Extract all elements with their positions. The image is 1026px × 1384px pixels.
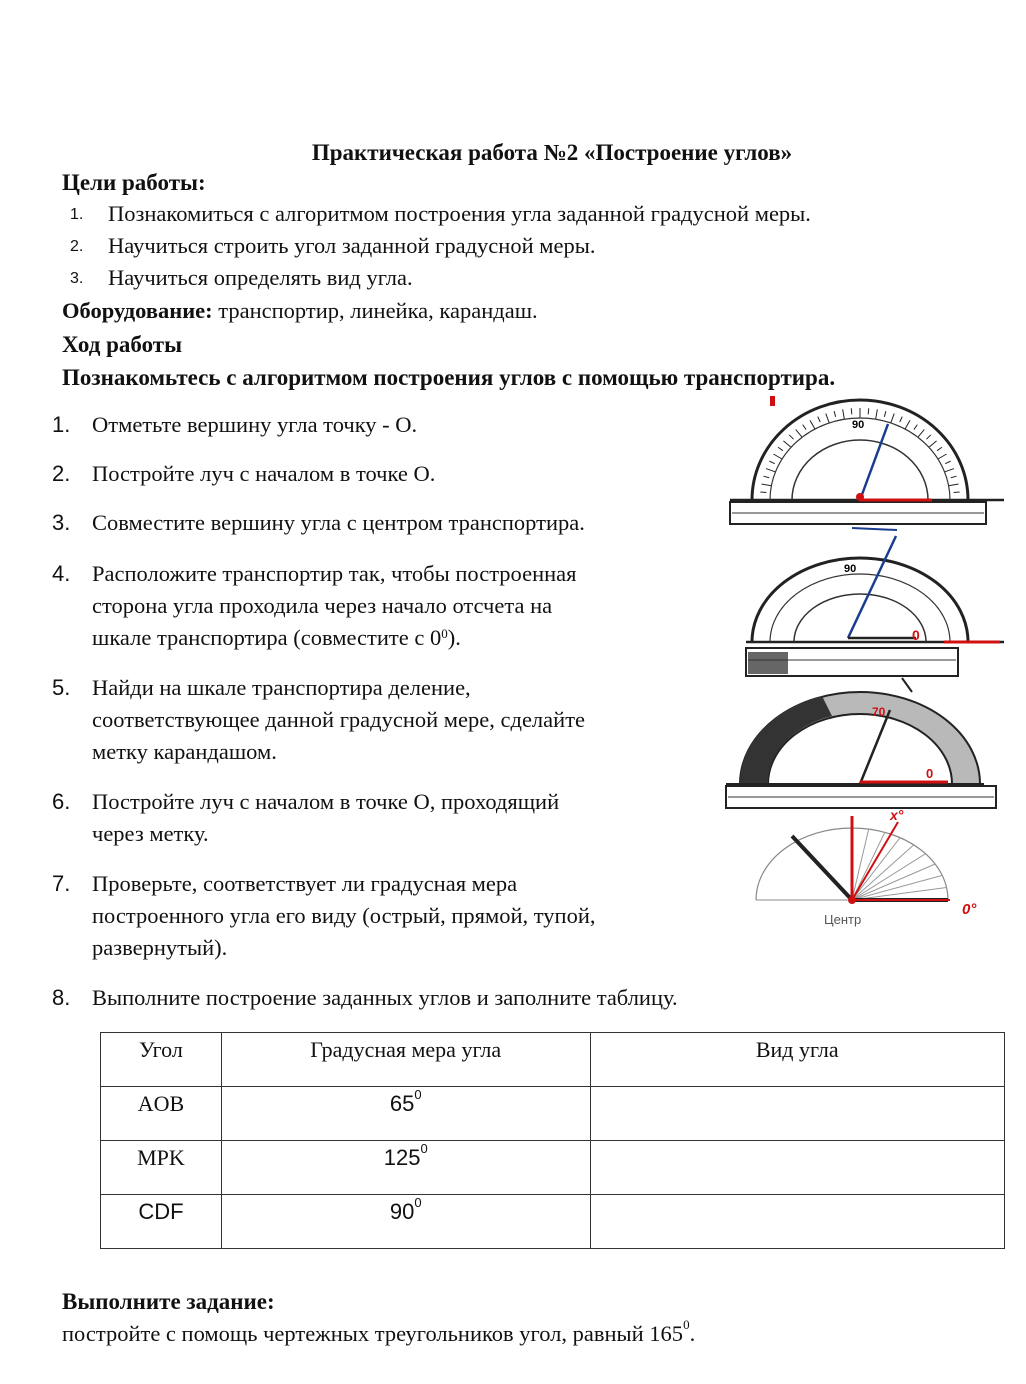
protractor-figure-3 [726, 678, 996, 808]
scale-tick [843, 409, 845, 419]
center-label: Центр [824, 912, 862, 927]
angle-label: x° [890, 807, 904, 823]
scale-tick [900, 417, 903, 422]
zero-mark: 0 [926, 766, 934, 781]
goal-number: 2. [70, 238, 84, 255]
scale-tick [778, 447, 783, 450]
protractor-figure-4 [756, 807, 977, 927]
step-line: Постройте луч с началом в точке О, проходящий [92, 789, 560, 814]
scale-tick [762, 484, 772, 486]
scale-tick [938, 454, 947, 459]
step-text [92, 868, 596, 964]
step-line: развернутый). [92, 935, 228, 960]
scale-tick [891, 414, 894, 423]
scale-label: 90 [844, 563, 857, 575]
table-header-row [101, 1033, 1005, 1087]
scale-tick [949, 484, 959, 486]
table-row [101, 1195, 1005, 1249]
step-number: 1. [52, 412, 71, 437]
task-heading: Выполните задание: [62, 1289, 275, 1314]
step-number: 7. [52, 871, 71, 896]
step-number: 2. [52, 461, 71, 486]
ray [792, 836, 852, 900]
step-number: 6. [52, 789, 71, 814]
ray [860, 710, 890, 784]
scale-tick [851, 408, 852, 414]
task-text: постройте с помощь чертежных треугольников угол, равный $165^0$. [62, 1317, 696, 1346]
scale-label: 70 [872, 705, 886, 719]
goal-item: Научиться определять вид угла. [108, 265, 413, 290]
goals-heading: Цели работы: [62, 170, 206, 195]
step-line: через метку. [92, 821, 209, 846]
step-line: построенного угла его виду (острый, прямой, тупой, [92, 903, 596, 928]
page-title: Практическая работа №2 «Построение углов» [311, 140, 793, 165]
angle-measure: $65^0$ [221, 1087, 590, 1141]
scale-tick [929, 441, 937, 447]
scale-tick [937, 447, 942, 450]
angle-type-cell[interactable] [590, 1141, 1005, 1195]
algorithm-heading: Познакомьтесь с алгоритмом построения углов с помощью транспортира. [62, 365, 836, 390]
goal-item: Познакомиться с алгоритмом построения угла заданной градусной меры. [108, 201, 811, 226]
scale-tick [905, 420, 910, 429]
step-line: Проверьте, соответствует ли градусная мера [92, 871, 518, 896]
vertex-point [856, 493, 864, 501]
scale-tick [826, 414, 829, 423]
equipment-text: транспортир, линейка, карандаш. [212, 298, 538, 323]
scale-tick [760, 492, 766, 493]
step-text: Постройте луч с началом в точке О. [92, 461, 436, 486]
scale-tick [834, 411, 836, 417]
scale-tick [918, 430, 924, 438]
ray [852, 822, 898, 900]
procedure-heading: Ход работы [62, 332, 183, 357]
table-header: Угол [101, 1033, 222, 1087]
angle-measure: $90^0$ [221, 1195, 590, 1249]
angle-type-cell[interactable] [590, 1195, 1005, 1249]
scale-tick [954, 492, 960, 493]
table-header: Градусная мера угла [221, 1033, 590, 1087]
vertex-point [848, 896, 856, 904]
vertex-marker [770, 396, 775, 406]
scale-label: 90 [852, 419, 865, 431]
scale-tick [818, 417, 821, 422]
step-number: 3. [52, 510, 71, 535]
angles-table [100, 1032, 1005, 1249]
scale-tick [803, 425, 806, 430]
angle-type-cell[interactable] [590, 1087, 1005, 1141]
protractor-figure-2 [746, 528, 1004, 676]
equipment-line [62, 298, 538, 324]
goal-item: Научиться строить угол заданной градусной меры. [108, 233, 596, 258]
step-text: Выполните построение заданных углов и заполните таблицу. [92, 985, 678, 1010]
step-number: 8. [52, 985, 71, 1010]
step-text: Отметьте вершину угла точку ‐ О. [92, 412, 418, 437]
scale-tick [773, 454, 782, 459]
scale-tick [810, 420, 815, 429]
table-row [101, 1087, 1005, 1141]
scale-tick [914, 425, 917, 430]
scale-tick [926, 435, 930, 439]
zero-label: 0° [962, 901, 977, 918]
step-number: 5. [52, 675, 71, 700]
scale-tick [945, 469, 954, 472]
scale-tick [945, 461, 950, 464]
scale-tick [951, 476, 957, 478]
scale-tick [783, 441, 791, 447]
angle-name: AOB [101, 1087, 222, 1141]
protractor-figures [712, 396, 1012, 936]
ray [860, 424, 888, 500]
step-line: Найди на шкале транспортира деление, [92, 675, 471, 700]
scale-tick [763, 476, 769, 478]
scale-tick [789, 435, 793, 439]
step-text [92, 786, 559, 850]
step-line: метку карандашом. [92, 739, 277, 764]
step-number: 4. [52, 561, 71, 586]
scale-tick [766, 469, 775, 472]
zero-mark: 0 [912, 627, 920, 643]
step-text [92, 558, 577, 654]
scale-tick [868, 408, 869, 414]
step-line: соответствующее данной градусной мере, сделайте [92, 707, 586, 732]
scale-tick [884, 411, 886, 417]
scale-tick [796, 430, 802, 438]
step-line: шкале транспортира (совместите с $0^0$). [92, 625, 461, 650]
goal-number: 3. [70, 270, 84, 287]
step-line: Расположите транспортир так, чтобы построенная [92, 561, 577, 586]
angle-name: MPK [101, 1141, 222, 1195]
step-text: Совместите вершину угла с центром транспортира. [92, 510, 585, 535]
table-header: Вид угла [590, 1033, 1005, 1087]
scale-tick [769, 461, 774, 464]
angle-measure: $125^0$ [221, 1141, 590, 1195]
scale-tick [876, 409, 878, 419]
step-text [92, 672, 585, 768]
table-row [101, 1141, 1005, 1195]
goal-number: 1. [70, 206, 84, 223]
step-line: сторона угла проходила через начало отсчета на [92, 593, 553, 618]
ray [848, 536, 896, 638]
angle-name: CDF [101, 1195, 222, 1249]
equipment-label: Оборудование: [62, 298, 213, 323]
protractor-figure-1 [730, 396, 1004, 524]
